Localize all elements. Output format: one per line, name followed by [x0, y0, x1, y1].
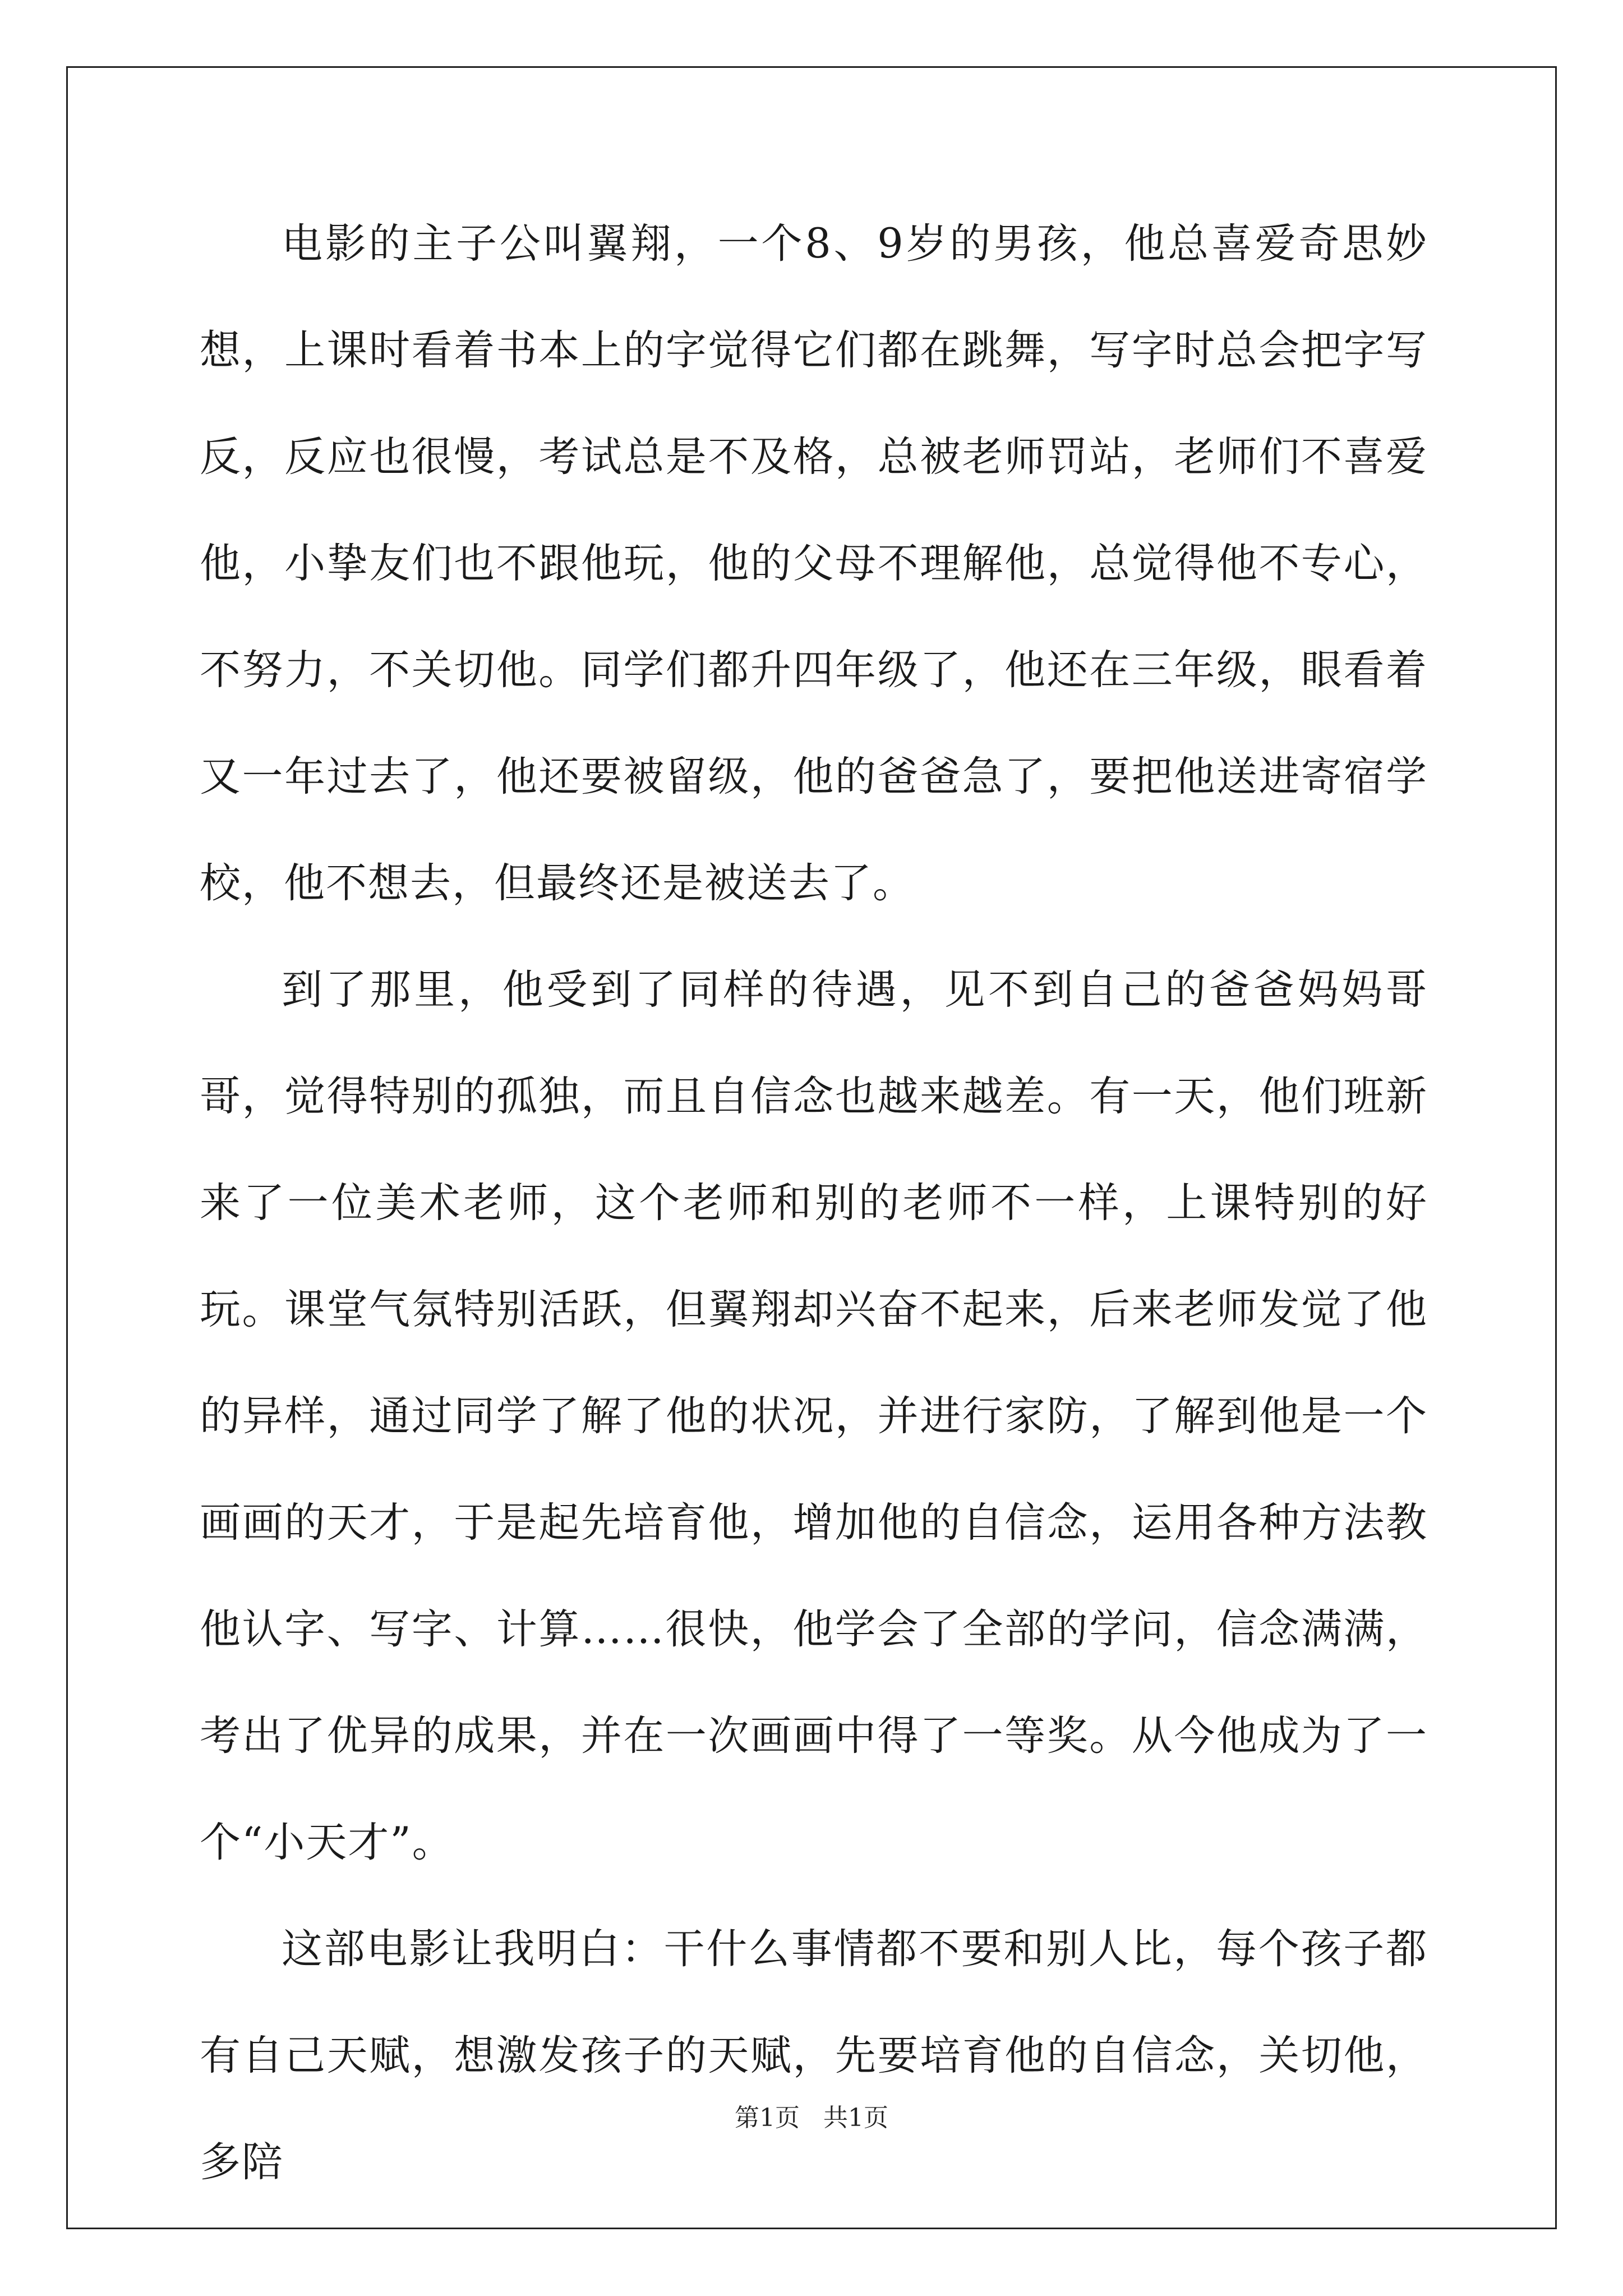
paragraph-1: 电影的主子公叫翼翔，一个8、9岁的男孩，他总喜爱奇思妙想，上课时看着书本上的字觉得它们都在跳舞，写字时总会把字写反，反应也很慢，考试总是不及格，总被老师罚站，老师们不喜爱他，小挚友们也不跟他玩，他的父母不理解他，总觉得他不专心，不努力，不关切他。同学们都升四年级了，他还在三年级，眼看着又一年过去了，他还要被留级，他的爸爸急了，要把他送进寄宿学校，他不想去，但最终还是被送去了。: [200, 220, 1428, 907]
document-body: [200, 191, 1428, 2216]
paragraph-2: 到了那里，他受到了同样的待遇，见不到自己的爸爸妈妈哥哥，觉得特别的孤独，而且自信念也越来越差。有一天，他们班新来了一位美术老师，这个老师和别的老师不一样，上课特别的好玩。课堂气氛特别活跃，但翼翔却兴奋不起来，后来老师发觉了他的异样，通过同学了解了他的状况，并进行家防，了解到他是一个画画的天才，于是起先培育他，增加他的自信念，运用各种方法教他认字、写字、计算……很快，他学会了全部的学问，信念满满，考出了优异的成果，并在一次画画中得了一等奖。从今他成为了一个“小天才”。: [200, 966, 1428, 1866]
page-footer: 第1页 共1页: [735, 2104, 888, 2132]
paragraph-3: 这部电影让我明白：干什么事情都不要和别人比，每个孩子都有自己天赋，想激发孩子的天赋，先要培育他的自信念，关切他，多陪: [200, 1925, 1428, 2186]
